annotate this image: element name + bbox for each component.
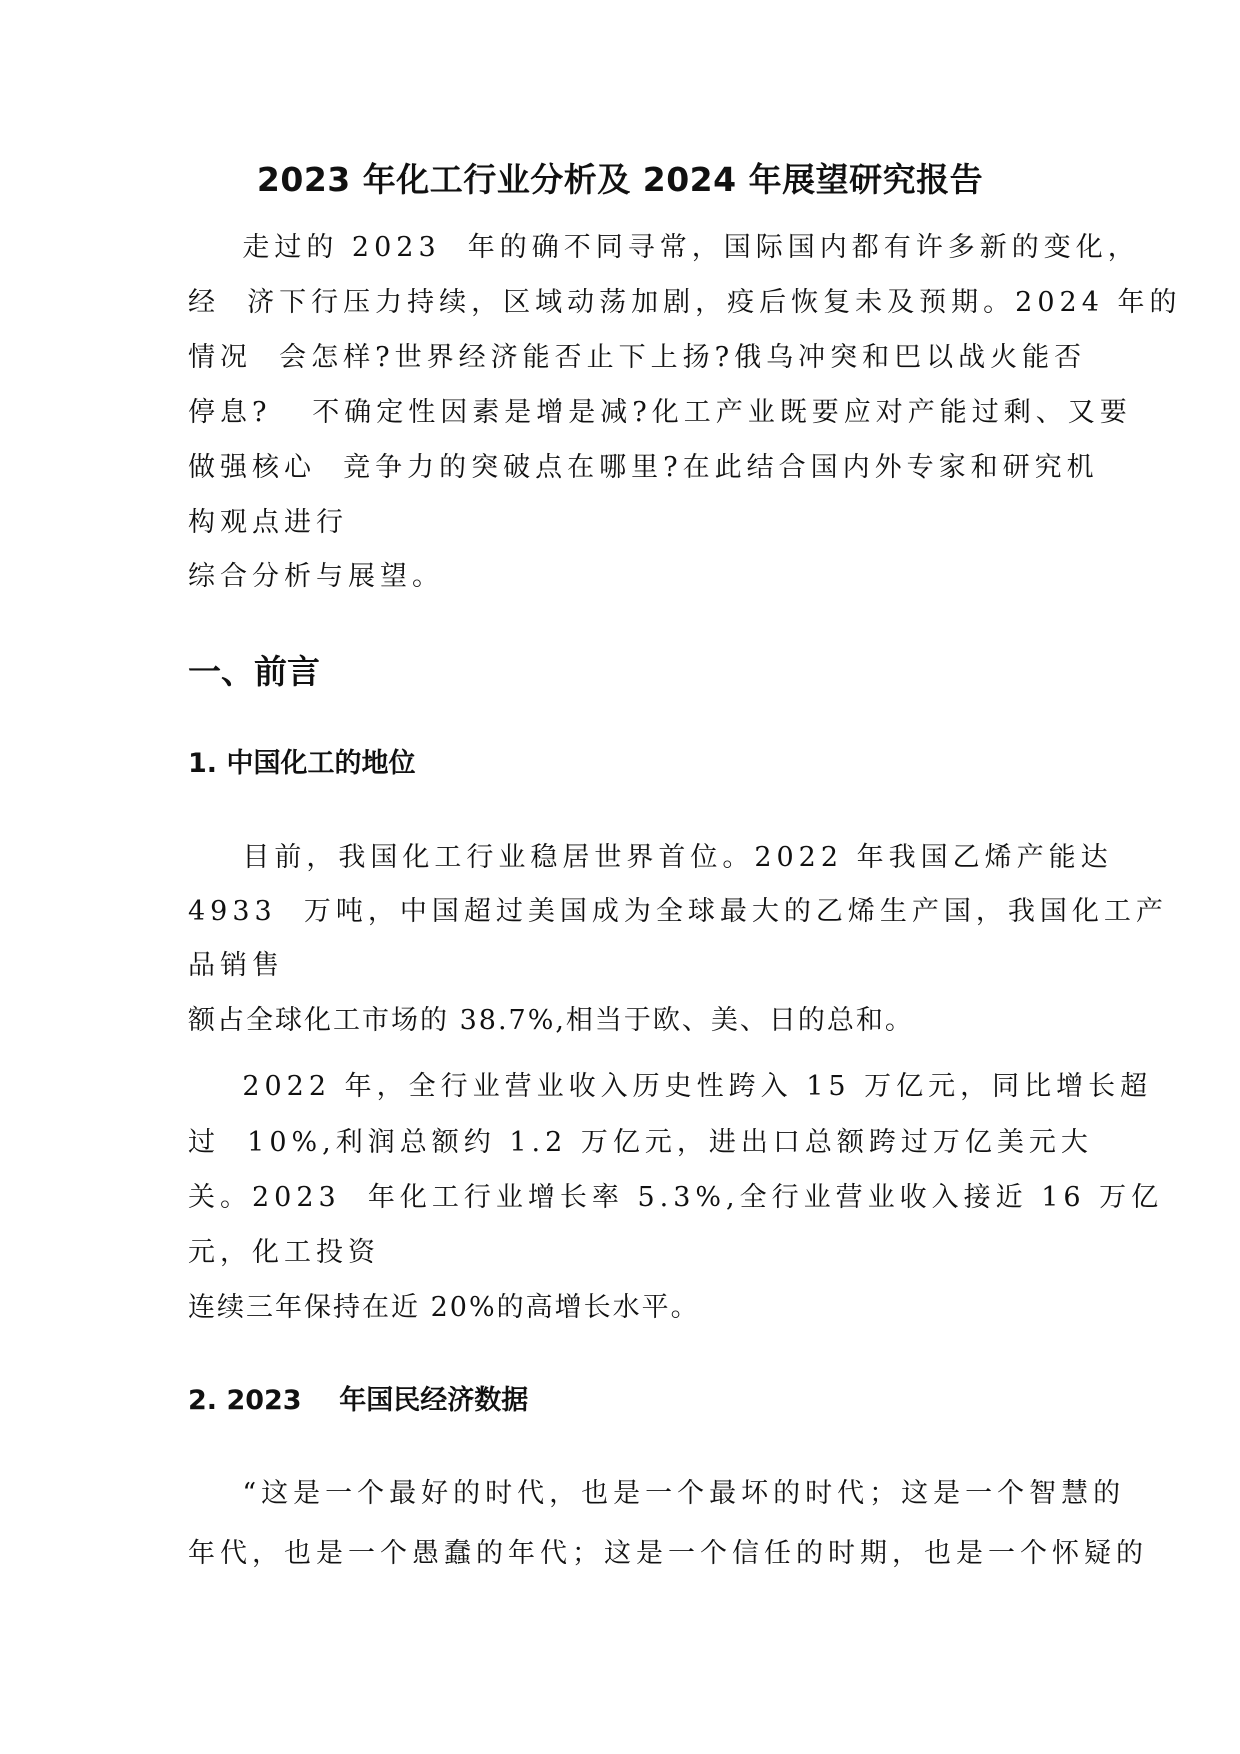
paragraph-line: 4933 万吨，中国超过美国成为全球最大的乙烯生产国，我国化工产: [188, 896, 1168, 927]
paragraph-line: 年代，也是一个愚蠢的年代；这是一个信任的时期，也是一个怀疑的: [188, 1538, 1148, 1569]
subsection-heading: 1. 中国化工的地位: [188, 748, 416, 779]
paragraph-line: 额占全球化工市场的 38.7%,相当于欧、美、日的总和。: [188, 1005, 914, 1036]
intro-line: 经 济下行压力持续，区域动荡加剧，疫后恢复未及预期。2024 年的: [188, 287, 1182, 318]
paragraph-line: 2022 年，全行业营业收入历史性跨入 15 万亿元，同比增长超: [188, 1071, 1153, 1102]
paragraph-line: 关。2023 年化工行业增长率 5.3%,全行业营业收入接近 16 万亿: [188, 1182, 1164, 1213]
document-title: 2023 年化工行业分析及 2024 年展望研究报告: [256, 160, 984, 199]
intro-line: 停息? 不确定性因素是增是减?化工产业既要应对产能过剩、又要: [188, 397, 1132, 428]
paragraph-line: “这是一个最好的时代，也是一个最坏的时代；这是一个智慧的: [188, 1478, 1126, 1509]
paragraph-line: 品销售: [188, 950, 284, 981]
paragraph-line: 目前，我国化工行业稳居世界首位。2022 年我国乙烯产能达: [188, 842, 1113, 873]
intro-line: 做强核心 竞争力的突破点在哪里?在此结合国内外专家和研究机: [188, 452, 1099, 483]
paragraph-line: 连续三年保持在近 20%的高增长水平。: [188, 1292, 700, 1323]
section-heading: 一、前言: [188, 652, 320, 691]
subsection-heading: 2. 2023 年国民经济数据: [188, 1385, 529, 1416]
intro-line: 走过的 2023 年的确不同寻常，国际国内都有许多新的变化，: [188, 232, 1140, 263]
intro-line: 情况 会怎样?世界经济能否止下上扬?俄乌冲突和巴以战火能否: [188, 342, 1087, 373]
intro-line: 综合分析与展望。: [188, 561, 444, 592]
intro-line: 构观点进行: [188, 507, 348, 538]
paragraph-line: 过 10%,利润总额约 1.2 万亿元，进出口总额跨过万亿美元大: [188, 1127, 1093, 1158]
paragraph-line: 元，化工投资: [188, 1237, 380, 1268]
